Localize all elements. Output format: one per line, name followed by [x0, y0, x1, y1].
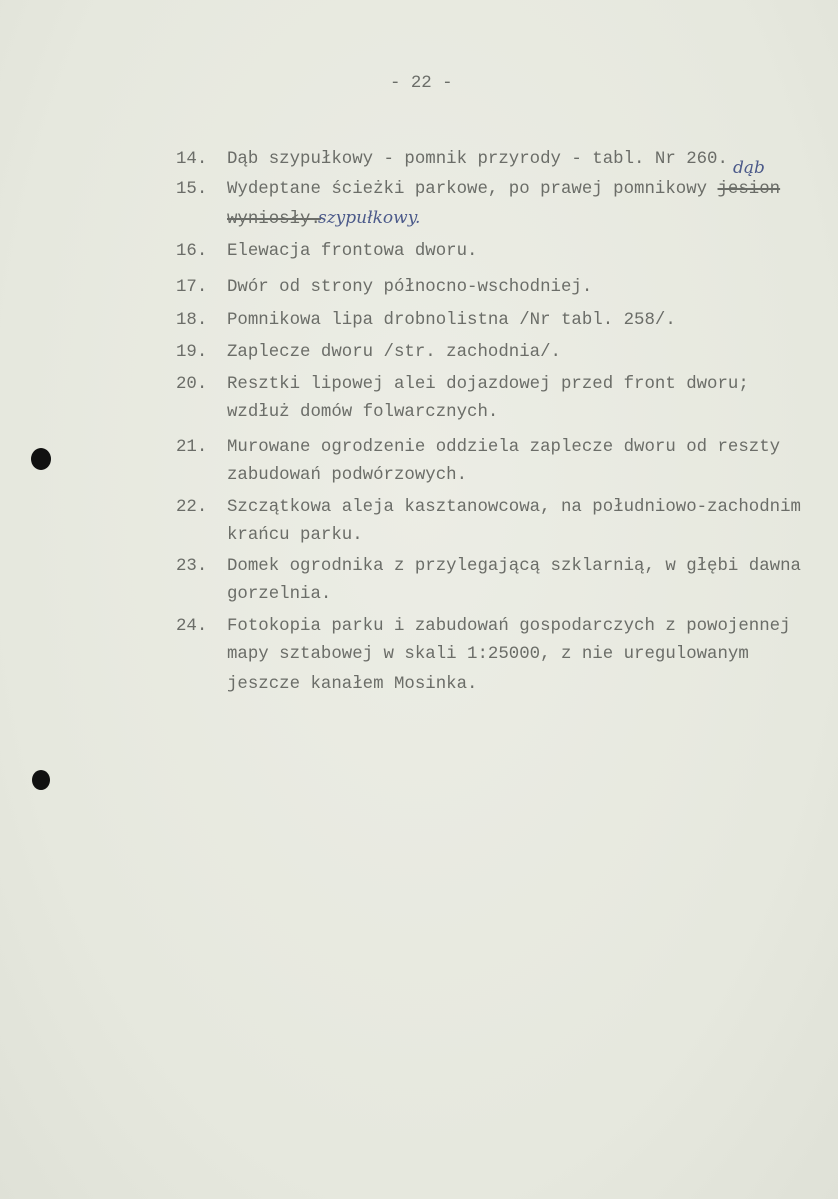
- item-number: 24.: [176, 617, 208, 636]
- item-text: Domek ogrodnika z przylegającą szklarnią, w głębi dawna: [227, 557, 801, 576]
- item-text: wzdłuż domów folwarcznych.: [227, 403, 499, 422]
- handwritten-correction: dąb: [733, 158, 765, 178]
- item-number: 19.: [176, 343, 208, 362]
- item-number: 16.: [176, 242, 208, 261]
- item-text: zabudowań podwórzowych.: [227, 466, 468, 485]
- item-text: Zaplecze dworu /str. zachodnia/.: [227, 343, 561, 362]
- item-number: 15.: [176, 180, 208, 199]
- item-text: gorzelnia.: [227, 585, 332, 604]
- item-text: Elewacja frontowa dworu.: [227, 242, 478, 261]
- item-number: 18.: [176, 311, 208, 330]
- item-number: 21.: [176, 438, 208, 457]
- struck-word: jesion: [717, 180, 781, 199]
- item-text: Dwór od strony północno-wschodniej.: [227, 278, 593, 297]
- item-number: 14.: [176, 150, 208, 169]
- item-text-continuation: [227, 210, 321, 230]
- item-text: Wydeptane ścieżki parkowe, po prawej pomnikowy jesion: [227, 180, 781, 199]
- item-text: Resztki lipowej alei dojazdowej przed front dworu;: [227, 375, 749, 394]
- handwritten-correction: szypułkowy.: [318, 208, 421, 228]
- item-text: Szczątkowa aleja kasztanowcowa, na południowo-zachodnim: [227, 498, 801, 517]
- item-text: mapy sztabowej w skali 1:25000, z nie uregulowanym: [227, 645, 749, 664]
- item-number: 20.: [176, 375, 208, 394]
- item-number: 17.: [176, 278, 208, 297]
- item-text: jeszcze kanałem Mosinka.: [227, 675, 478, 694]
- item-number: 23.: [176, 557, 208, 576]
- item-number: 22.: [176, 498, 208, 517]
- punch-hole-mark: [32, 770, 50, 790]
- item-text: Murowane ogrodzenie oddziela zaplecze dworu od reszty: [227, 438, 781, 457]
- item-text: Dąb szypułkowy - pomnik przyrody - tabl. Nr 260.: [227, 150, 728, 169]
- item-text: Fotokopia parku i zabudowań gospodarczych z powojennej: [227, 617, 791, 636]
- punch-hole-mark: [31, 448, 51, 470]
- page-number: - 22 -: [390, 74, 453, 93]
- item-text: Pomnikowa lipa drobnolistna /Nr tabl. 258/.: [227, 311, 676, 330]
- struck-word: wyniosły.: [227, 210, 321, 229]
- item-text: krańcu parku.: [227, 526, 363, 545]
